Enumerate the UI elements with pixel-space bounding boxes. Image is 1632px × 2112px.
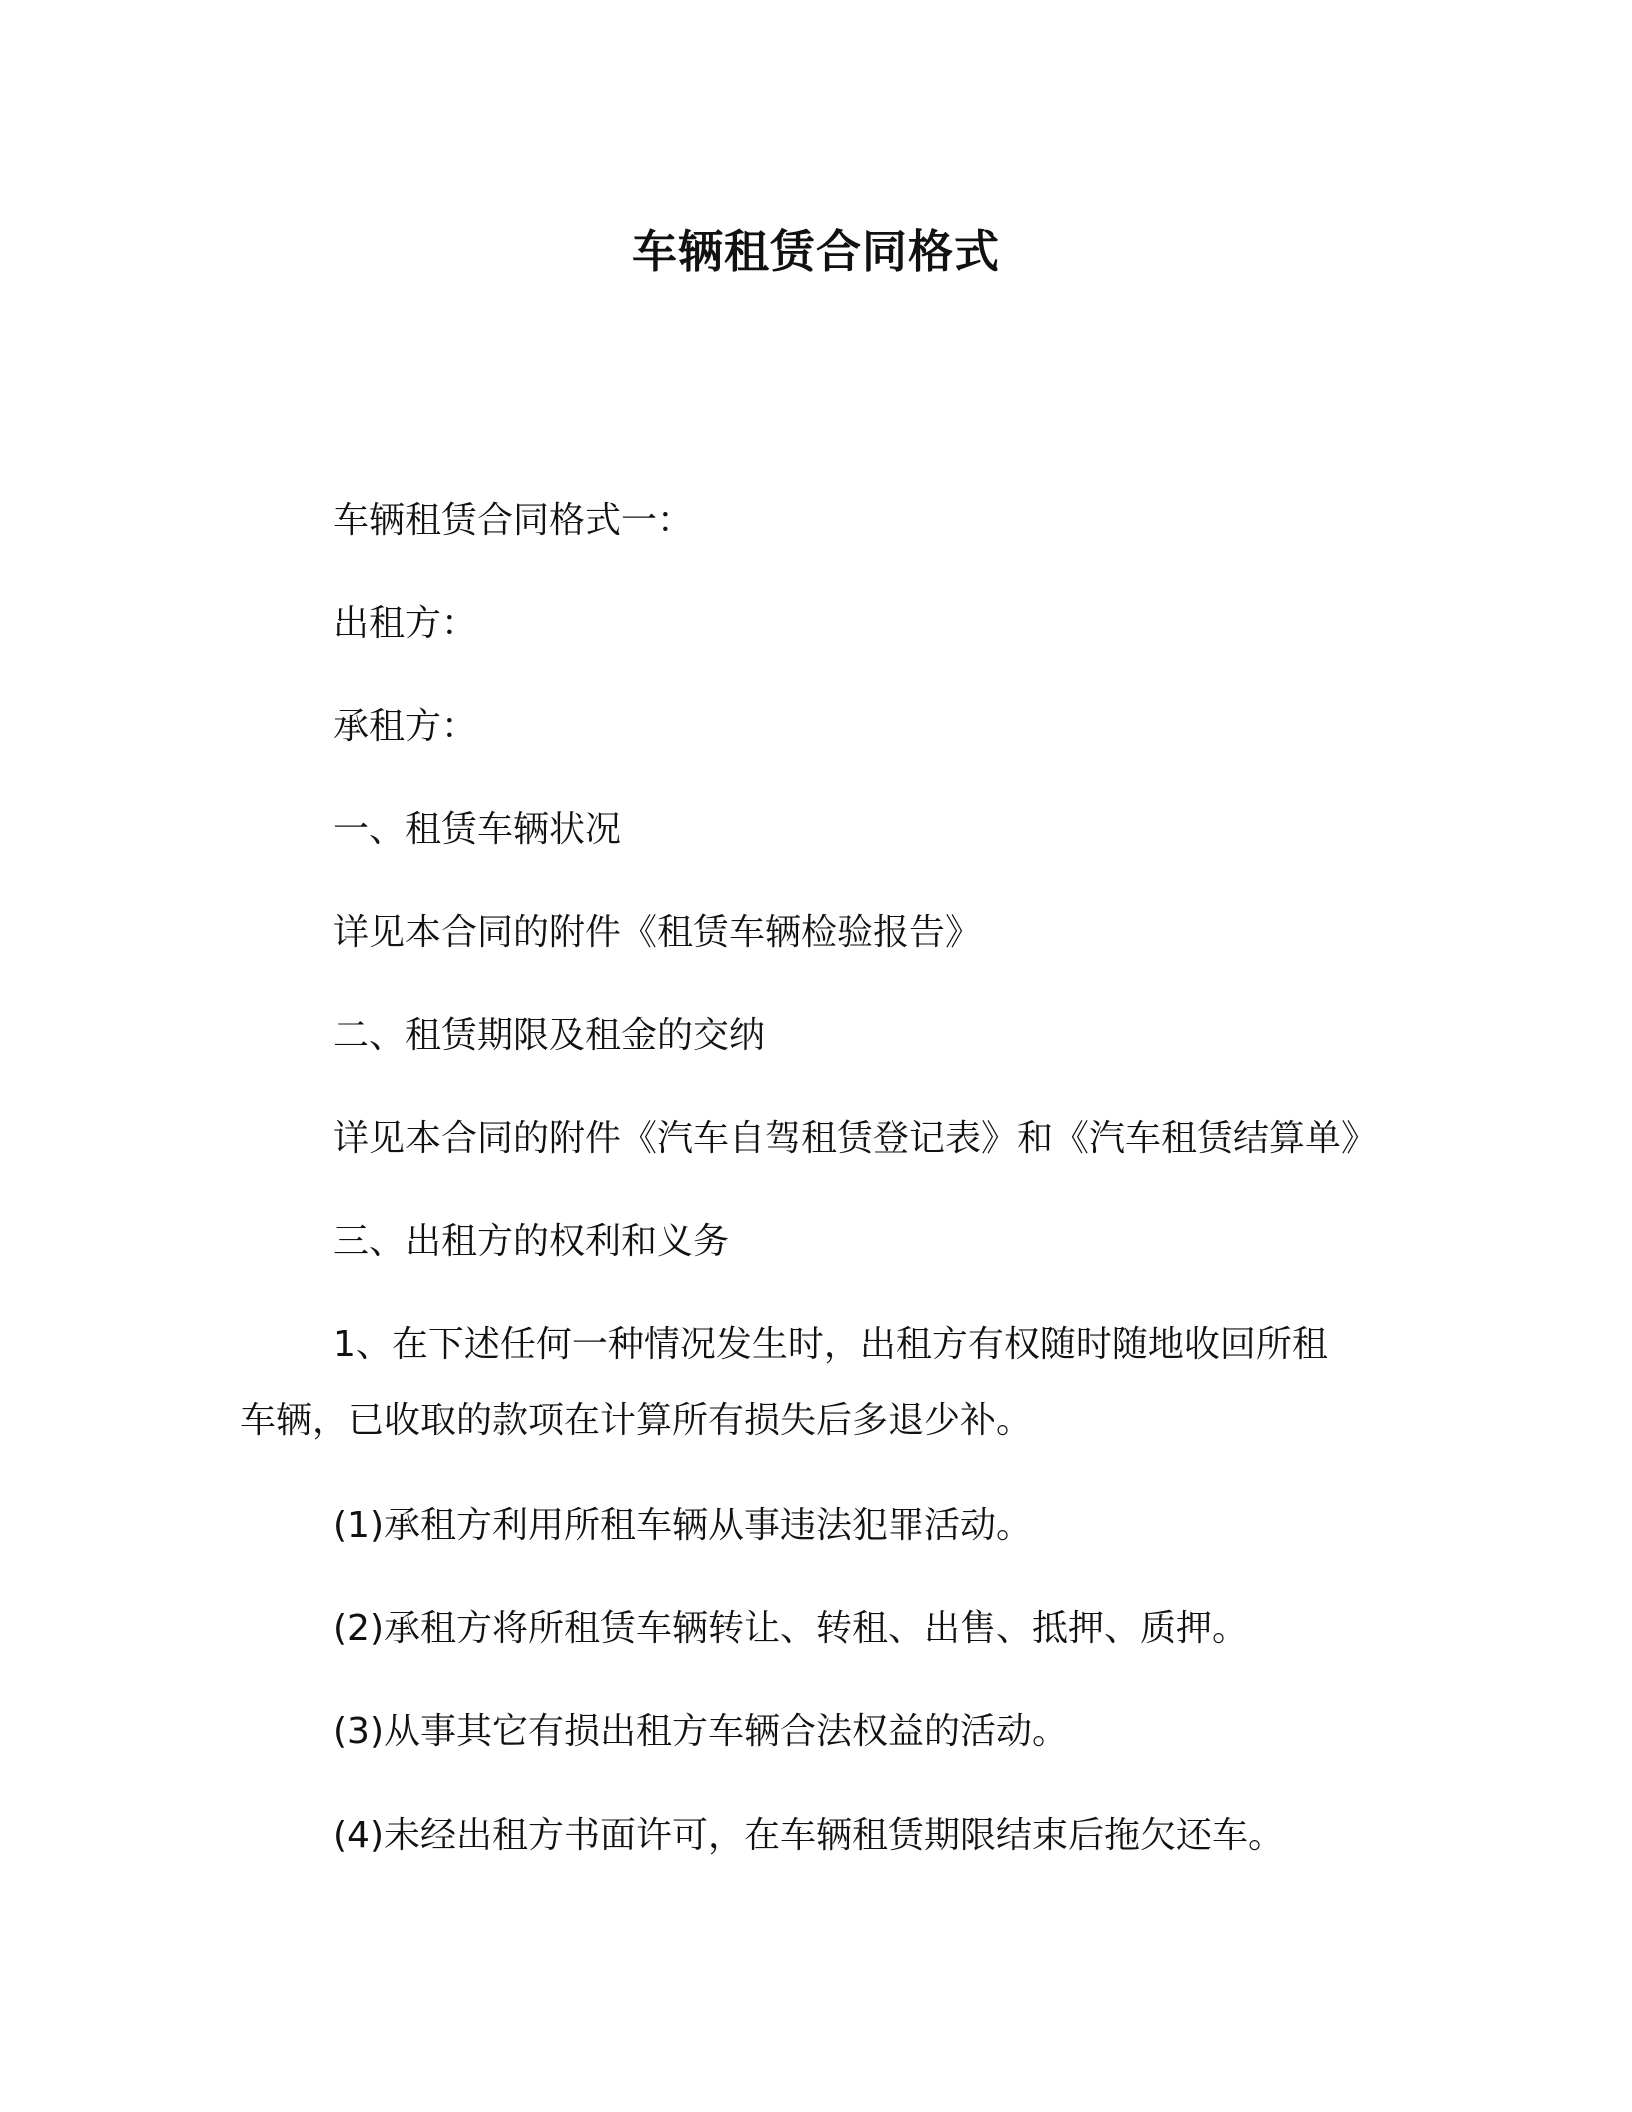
- clause-item-4: (4)未经出租方书面许可，在车辆租赁期限结束后拖欠还车。: [333, 1815, 1284, 1856]
- clause-item-3: (3)从事其它有损出租方车辆合法权益的活动。: [333, 1711, 1068, 1752]
- section-heading-term-rent: 二、租赁期限及租金的交纳: [333, 1015, 766, 1056]
- lessee-field: 承租方：: [333, 706, 478, 747]
- section-heading-vehicle-status: 一、租赁车辆状况: [333, 809, 622, 850]
- clause-item-2: (2)承租方将所租赁车辆转让、转租、出售、抵押、质押。: [333, 1608, 1248, 1649]
- clause-item-1: (1)承租方利用所租车辆从事违法犯罪活动。: [333, 1505, 1032, 1546]
- clause-1-continuation: 车辆，已收取的款项在计算所有损失后多退少补。: [240, 1400, 1033, 1441]
- section-heading-lessor-rights: 三、出租方的权利和义务: [333, 1221, 730, 1262]
- vehicle-status-text: 详见本合同的附件《租赁车辆检验报告》: [333, 912, 982, 953]
- clause-1-text: 1、在下述任何一种情况发生时，出租方有权随时随地收回所租: [333, 1324, 1328, 1365]
- term-rent-text: 详见本合同的附件《汽车自驾租赁登记表》和《汽车租赁结算单》: [333, 1118, 1378, 1159]
- lessor-field: 出租方：: [333, 603, 478, 644]
- document-title: 车辆租赁合同格式: [631, 225, 1000, 278]
- format-heading: 车辆租赁合同格式一：: [333, 500, 694, 541]
